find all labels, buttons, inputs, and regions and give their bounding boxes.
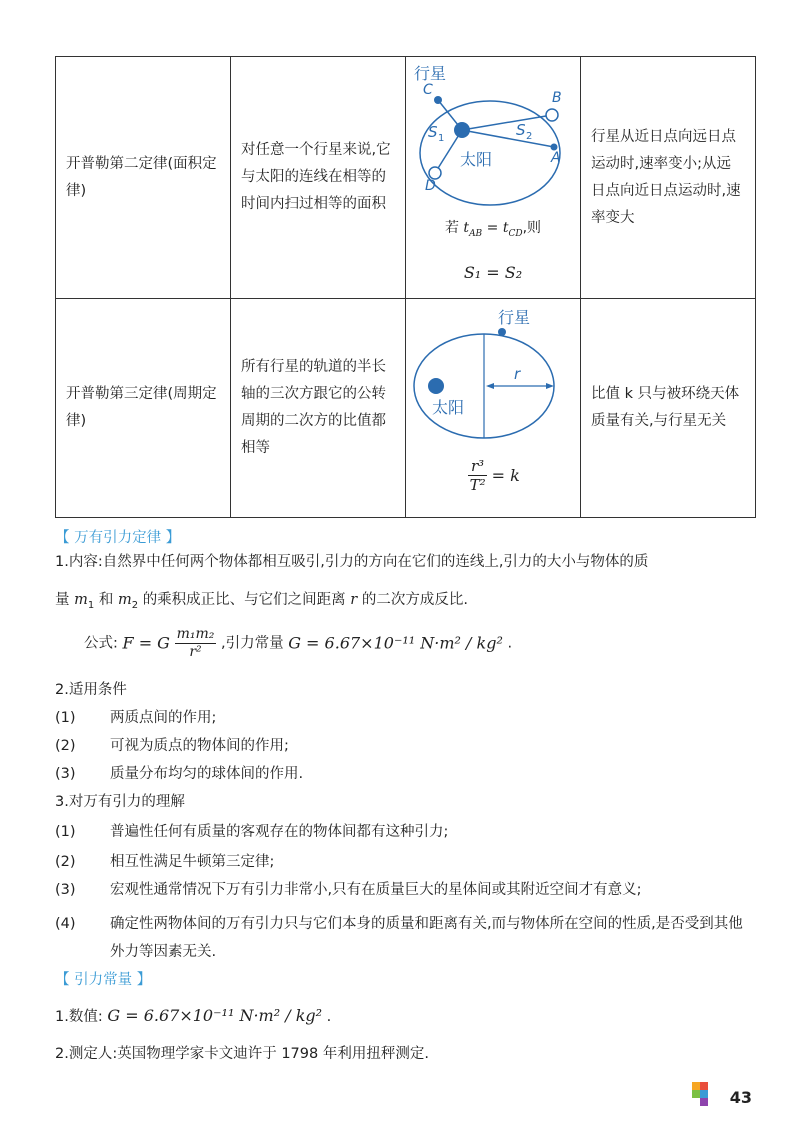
area-subscript-1: 1 xyxy=(438,133,445,144)
law-content: 对任意一个行星来说,它与太阳的连线在相等的时间内扫过相等的面积 xyxy=(241,142,391,212)
value-end: . xyxy=(326,1009,332,1025)
period-formula xyxy=(468,457,568,494)
equal-areas-formula: S₁ = S₂ xyxy=(463,263,523,282)
kepler-laws-table xyxy=(55,56,756,518)
understanding-title: 3.对万有引力的理解 xyxy=(55,794,185,810)
logo-icon xyxy=(690,1080,716,1110)
equals-sign: = xyxy=(486,220,499,236)
list-item xyxy=(55,910,755,966)
point-label-c: C xyxy=(423,82,433,98)
formula-mid-text: ,引力常量 xyxy=(220,635,284,652)
area-label-s1: S xyxy=(428,123,438,141)
mass-subscript: 1 xyxy=(87,599,95,611)
area-law-diagram xyxy=(406,57,580,237)
formula-label: 公式: xyxy=(84,635,118,652)
law-note-cell xyxy=(581,299,756,518)
point-label-a: A xyxy=(551,150,561,166)
list-item xyxy=(55,822,755,842)
section-heading-gravity: 【 万有引力定律 】 xyxy=(55,530,181,546)
distance-symbol: r xyxy=(350,592,358,608)
item-text: 普遍性任何有质量的客观存在的物体间都有这种引力; xyxy=(110,824,449,840)
section-heading-constant: 【 引力常量 】 xyxy=(55,972,152,988)
content-line-1: 1.内容:自然界中任何两个物体都相互吸引,引力的方向在它们的连线上,引力的大小与物体的质 xyxy=(55,554,649,570)
gravitational-constant: G = 6.67×10⁻¹¹ N·m² / kg² xyxy=(288,633,503,653)
gravity-formula-line xyxy=(84,626,512,661)
table-row xyxy=(56,57,756,299)
condition-suffix: ,则 xyxy=(522,220,542,236)
list-item xyxy=(55,880,755,900)
item-text: 质量分布均匀的球体间的作用. xyxy=(110,766,304,782)
law-content: 所有行星的轨道的半长轴的三次方跟它的公转周期的二次方的比值都相等 xyxy=(241,359,386,456)
item-number: (2) xyxy=(55,738,76,754)
formula-lhs: F = G xyxy=(122,633,170,653)
item-text: 相互性满足牛顿第三定律; xyxy=(110,854,275,870)
item-number: (1) xyxy=(55,824,76,840)
mass-subscript: 2 xyxy=(131,599,139,611)
arrow-left-icon xyxy=(486,383,494,389)
table-row xyxy=(56,299,756,518)
radius-line-b xyxy=(462,115,552,130)
diagram-cell xyxy=(406,299,581,518)
formula-end: . xyxy=(507,635,513,652)
constant-value-line xyxy=(55,1006,755,1027)
item-number: (3) xyxy=(55,766,76,782)
law-name: 开普勒第三定律(周期定律) xyxy=(66,386,217,429)
law-name: 开普勒第二定律(面积定律) xyxy=(66,155,217,199)
point-c-dot xyxy=(434,96,442,104)
law-note-cell xyxy=(581,57,756,299)
item-text: 可视为质点的物体间的作用; xyxy=(110,738,289,754)
period-law-diagram xyxy=(406,299,580,449)
formula-numerator: m₁m₂ xyxy=(176,626,215,642)
mass-symbol: m xyxy=(74,592,88,608)
constant-value: G = 6.67×10⁻¹¹ N·m² / kg² xyxy=(107,1006,323,1025)
list-item xyxy=(55,708,755,728)
law-content-cell xyxy=(231,57,406,299)
list-item xyxy=(55,764,755,784)
text-fragment: 的乘积成正比、与它们之间距离 xyxy=(142,592,346,608)
point-label-d: D xyxy=(425,178,436,194)
planet-label: 行星 xyxy=(414,64,447,83)
list-item xyxy=(55,852,755,872)
law-note: 行星从近日点向远日点运动时,速率变小;从远日点向近日点运动时,速率变大 xyxy=(591,128,741,226)
item-number: (1) xyxy=(55,710,76,726)
item-number: (4) xyxy=(55,916,76,932)
formula-fraction xyxy=(175,626,217,661)
formula-numerator: r³ xyxy=(468,457,487,476)
sun-label: 太阳 xyxy=(460,150,493,169)
page-number: 43 xyxy=(729,1088,752,1107)
conditions-title: 2.适用条件 xyxy=(55,682,127,698)
point-label-b: B xyxy=(552,90,562,106)
item-number: (2) xyxy=(55,854,76,870)
sun-dot xyxy=(454,122,470,138)
item-number: (3) xyxy=(55,882,76,898)
time-symbol: t xyxy=(463,220,470,236)
point-b-dot xyxy=(546,109,558,121)
formula-rhs: = k xyxy=(491,466,520,485)
time-symbol: t xyxy=(502,220,509,236)
radius-line-a xyxy=(462,130,554,147)
text-fragment: 的二次方成反比. xyxy=(361,592,468,608)
radius-label: r xyxy=(514,365,521,383)
item-text: 宏观性通常情况下万有引力非常小,只有在质量巨大的星体间或其附近空间才有意义; xyxy=(110,882,642,898)
area-label-s2: S xyxy=(516,121,526,139)
sun-dot xyxy=(428,378,444,394)
formula-denominator: r² xyxy=(189,644,202,660)
law-name-cell xyxy=(56,57,231,299)
area-subscript-2: 2 xyxy=(526,131,533,142)
law-content-cell xyxy=(231,299,406,518)
constant-measurer: 2.测定人:英国物理学家卡文迪许于 1798 年利用扭秤测定. xyxy=(55,1046,429,1062)
text-fragment: 和 xyxy=(98,592,114,608)
arrow-right-icon xyxy=(546,383,554,389)
list-item xyxy=(55,736,755,756)
law-name-cell xyxy=(56,299,231,518)
sun-label: 太阳 xyxy=(432,398,465,417)
item-text: 确定性两物体间的万有引力只与它们本身的质量和距离有关,而与物体所在空间的性质,是否受到其他外力等因素无关. xyxy=(110,916,743,960)
time-subscript-ab: AB xyxy=(469,228,483,239)
time-condition xyxy=(406,217,580,239)
text-fragment: 量 xyxy=(55,592,70,608)
time-subscript-cd: CD xyxy=(508,228,523,239)
mass-symbol: m xyxy=(117,592,132,608)
planet-dot xyxy=(498,328,506,336)
formula-denominator: T² xyxy=(469,476,486,494)
planet-label: 行星 xyxy=(498,308,531,327)
diagram-cell xyxy=(406,57,581,299)
law-note: 比值 k 只与被环绕天体质量有关,与行星无关 xyxy=(591,386,740,429)
content-line-2 xyxy=(55,590,755,616)
value-label: 1.数值: xyxy=(55,1009,103,1025)
item-text: 两质点间的作用; xyxy=(110,710,217,726)
condition-prefix: 若 xyxy=(444,220,459,236)
